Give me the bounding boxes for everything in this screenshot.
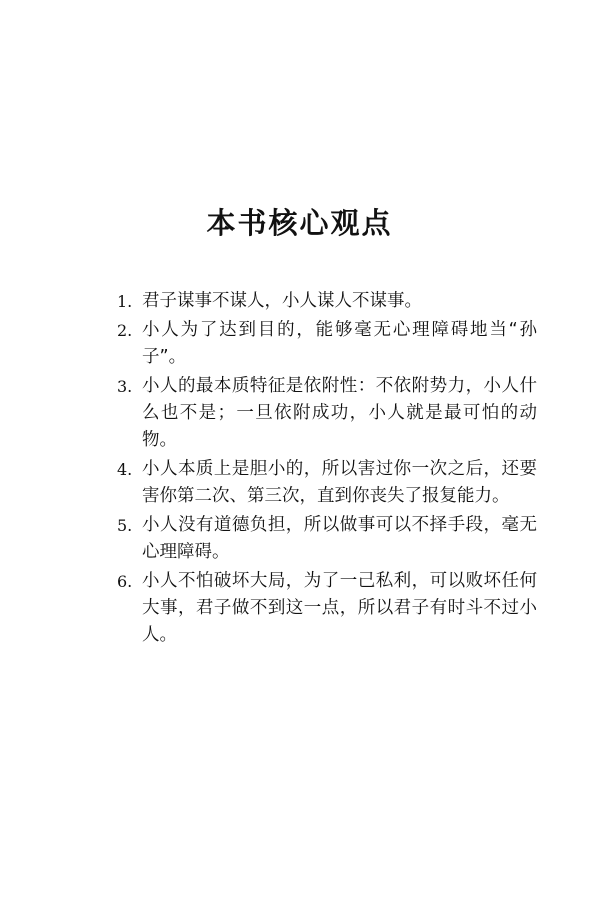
item-number: 1. [117, 292, 133, 311]
item-number: 2. [117, 321, 133, 340]
core-points-list [117, 288, 537, 651]
list-item [117, 512, 537, 566]
item-number: 3. [117, 377, 133, 396]
item-text: 君子谋事不谋人，小人谋人不谋事。 [142, 291, 422, 311]
item-number: 4. [117, 460, 133, 479]
list-item [117, 288, 537, 315]
list-item [117, 317, 537, 371]
item-text: 小人本质上是胆小的，所以害过你一次之后，还要害你第二次、第三次，直到你丧失了报复能力。 [142, 459, 537, 506]
list-item [117, 568, 537, 649]
item-text: 小人的最本质特征是依附性：不依附势力，小人什么也不是；一旦依附成功，小人就是最可怕的动物。 [142, 376, 537, 450]
item-text: 小人不怕破坏大局，为了一己私利，可以败坏任何大事，君子做不到这一点，所以君子有时斗不过小人。 [142, 571, 537, 645]
item-text: 小人没有道德负担，所以做事可以不择手段，毫无心理障碍。 [142, 515, 537, 562]
page-title: 本书核心观点 [206, 206, 393, 240]
list-item [117, 456, 537, 510]
item-number: 5. [117, 516, 133, 535]
item-number: 6. [117, 572, 133, 591]
item-text: 小人为了达到目的，能够毫无心理障碍地当“孙子”。 [142, 320, 537, 367]
list-item [117, 373, 537, 454]
